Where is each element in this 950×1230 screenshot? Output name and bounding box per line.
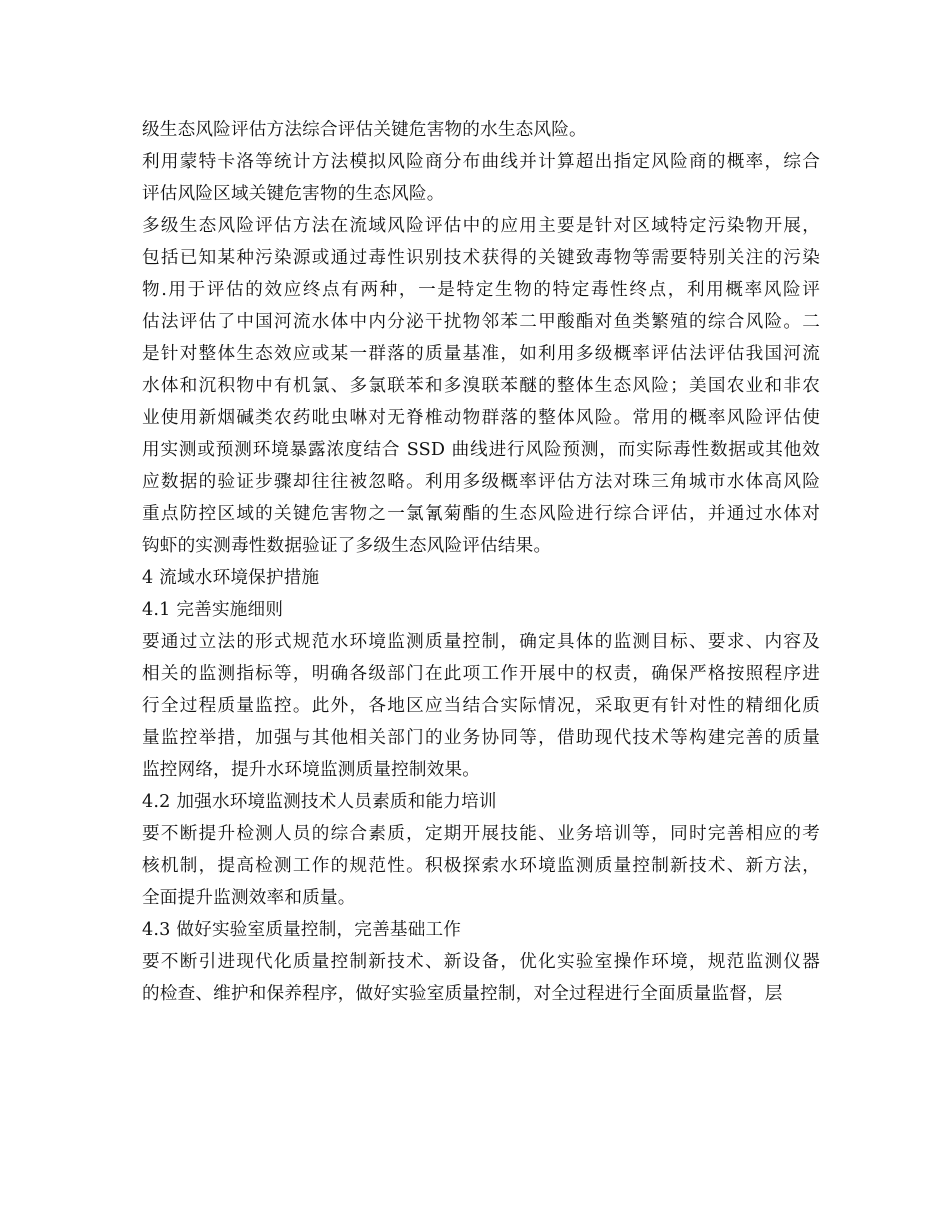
paragraph-line: 要不断引进现代化质量控制新技术、新设备，优化实验室操作环境，规范监测仪器 xyxy=(142,952,820,972)
paragraph-line: 量监控举措，加强与其他相关部门的业务协同等，借助现代技术等构建完善的质量 xyxy=(142,728,820,748)
section-heading: 4.2 加强水环境监测技术人员素质和能力培训 xyxy=(142,792,497,812)
paragraph-line: 包括已知某种污染源或通过毒性识别技术获得的关键致毒物等需要特别关注的污染 xyxy=(142,248,820,268)
paragraph-line: 水体和沉积物中有机氯、多氯联苯和多溴联苯醚的整体生态风险；美国农业和非农 xyxy=(142,376,820,396)
paragraph-line: 钩虾的实测毒性数据验证了多级生态风险评估结果。 xyxy=(142,536,552,556)
paragraph-line: 利用蒙特卡洛等统计方法模拟风险商分布曲线并计算超出指定风险商的概率，综合 xyxy=(142,152,820,172)
section-heading: 4.1 完善实施细则 xyxy=(142,600,284,620)
paragraph-line: 估法评估了中国河流水体中内分泌干扰物邻苯二甲酸酯对鱼类繁殖的综合风险。二 xyxy=(142,312,820,332)
paragraph-line: 行全过程质量监控。此外，各地区应当结合实际情况，采取更有针对性的精细化质 xyxy=(142,696,820,716)
paragraph-line: 重点防控区域的关键危害物之一氯氰菊酯的生态风险进行综合评估，并通过水体对 xyxy=(142,504,820,524)
paragraph-line: 评估风险区域关键危害物的生态风险。 xyxy=(142,184,445,204)
section-heading: 4 流域水环境保护措施 xyxy=(142,568,320,588)
paragraph-line: 的检查、维护和保养程序，做好实验室质量控制，对全过程进行全面质量监督，层 xyxy=(142,984,783,1004)
document-body xyxy=(142,114,820,1010)
paragraph-line: 物.用于评估的效应终点有两种，一是特定生物的特定毒性终点，利用概率风险评 xyxy=(142,280,820,300)
paragraph-line: 相关的监测指标等，明确各级部门在此项工作开展中的权责，确保严格按照程序进 xyxy=(142,664,820,684)
paragraph-line: 应数据的验证步骤却往往被忽略。利用多级概率评估方法对珠三角城市水体高风险 xyxy=(142,472,820,492)
paragraph-line: 多级生态风险评估方法在流域风险评估中的应用主要是针对区域特定污染物开展， xyxy=(142,216,820,236)
paragraph-line: 核机制，提高检测工作的规范性。积极探索水环境监测质量控制新技术、新方法， xyxy=(142,856,820,876)
paragraph-line: 用实测或预测环境暴露浓度结合 SSD 曲线进行风险预测，而实际毒性数据或其他效 xyxy=(142,440,820,460)
paragraph-line: 要通过立法的形式规范水环境监测质量控制，确定具体的监测目标、要求、内容及 xyxy=(142,632,820,652)
section-heading: 4.3 做好实验室质量控制，完善基础工作 xyxy=(142,920,462,940)
paragraph-line: 业使用新烟碱类农药吡虫啉对无脊椎动物群落的整体风险。常用的概率风险评估使 xyxy=(142,408,820,428)
paragraph-line: 是针对整体生态效应或某一群落的质量基准，如利用多级概率评估法评估我国河流 xyxy=(142,344,820,364)
paragraph-line: 要不断提升检测人员的综合素质，定期开展技能、业务培训等，同时完善相应的考 xyxy=(142,824,820,844)
paragraph-line: 全面提升监测效率和质量。 xyxy=(142,888,356,908)
paragraph-line: 监控网络，提升水环境监测质量控制效果。 xyxy=(142,760,481,780)
paragraph-line: 级生态风险评估方法综合评估关键危害物的水生态风险。 xyxy=(142,120,587,140)
